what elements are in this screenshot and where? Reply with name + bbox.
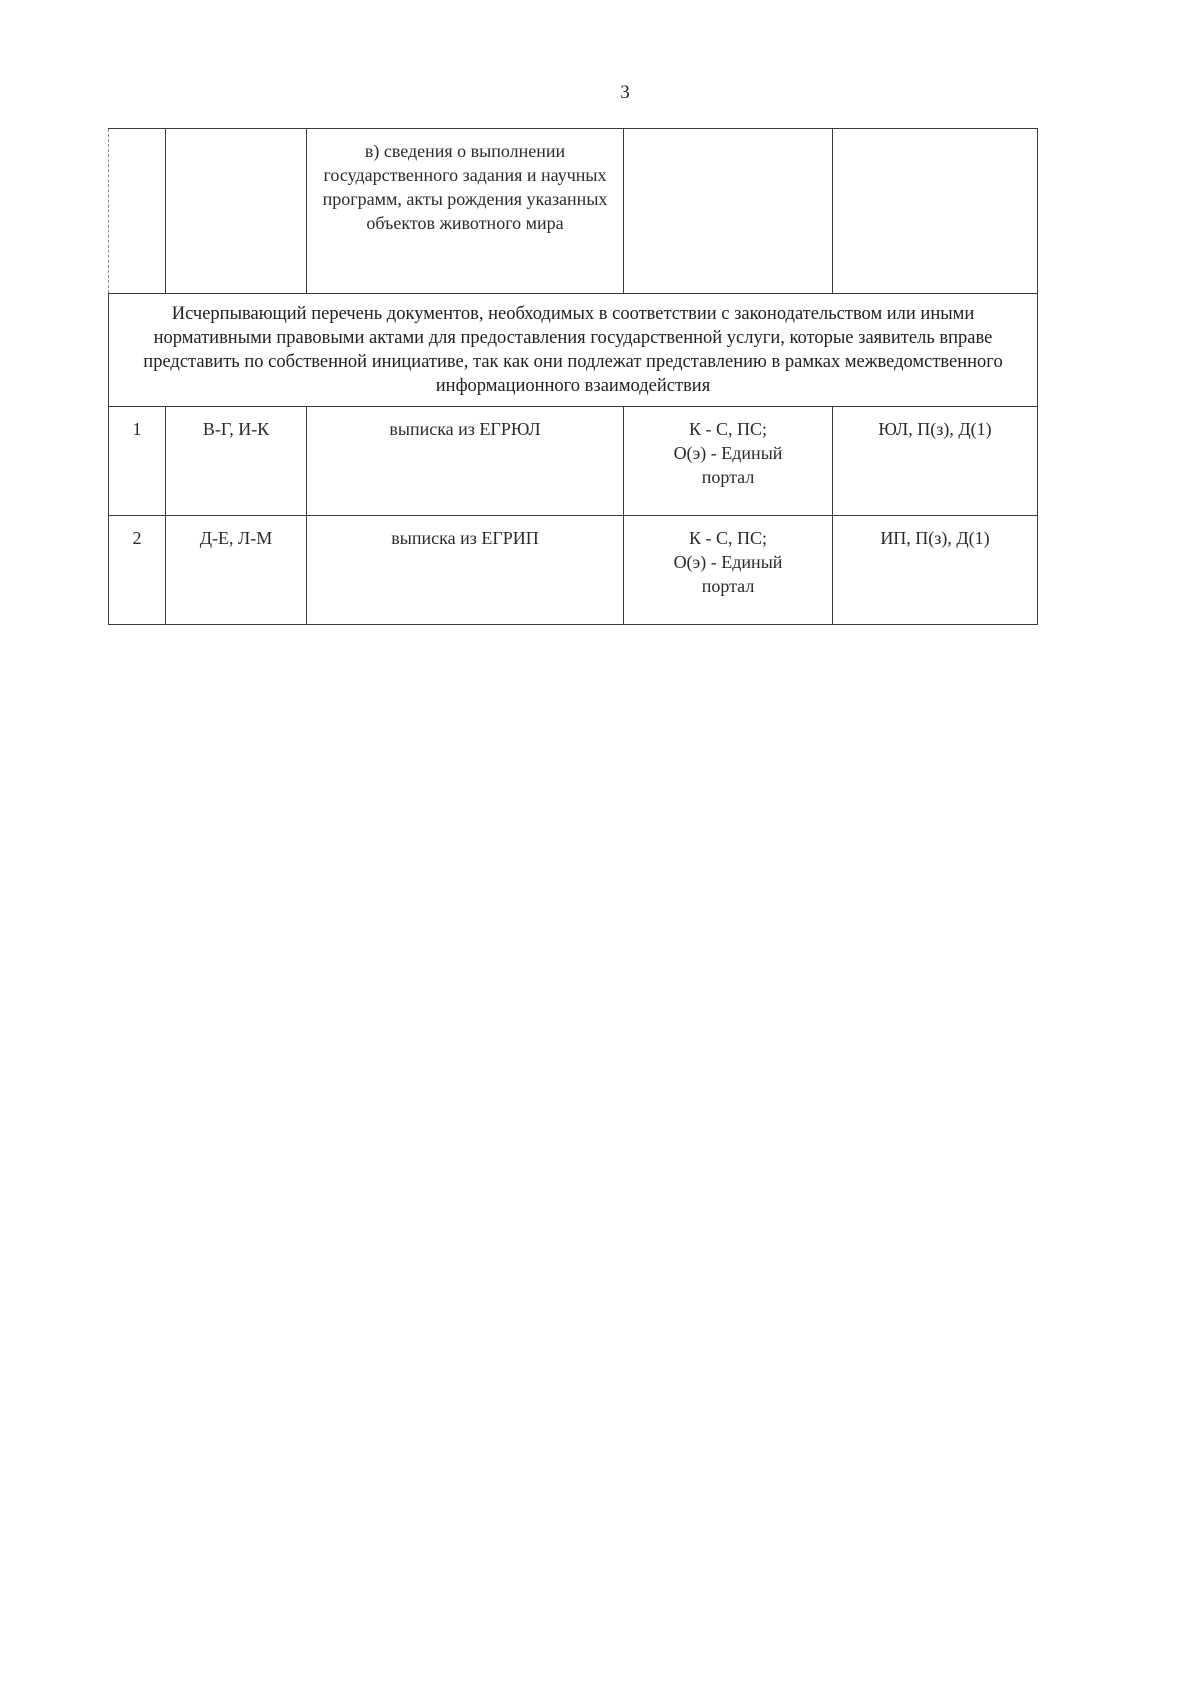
table-row-continued <box>109 129 1038 294</box>
cell-method <box>624 516 833 625</box>
method-line: К - С, ПС; <box>688 528 767 548</box>
method-line: портал <box>701 467 755 487</box>
method-line: К - С, ПС; <box>688 419 767 439</box>
cell-document: выписка из ЕГРИП <box>307 516 624 625</box>
cell-recipient: ИП, П(з), Д(1) <box>833 516 1038 625</box>
cell-document: выписка из ЕГРЮЛ <box>307 407 624 516</box>
cell-letters: Д-Е, Л-М <box>166 516 307 625</box>
table-row <box>109 516 1038 625</box>
cell-recipient-empty <box>833 129 1038 294</box>
cell-number: 2 <box>109 516 166 625</box>
cell-method <box>624 407 833 516</box>
method-line: портал <box>701 576 755 596</box>
table-row <box>109 407 1038 516</box>
method-line: О(э) - Единый <box>673 552 783 572</box>
section-heading: Исчерпывающий перечень документов, необходимых в соответствии с законодательством или иными нормативными правовыми актами для предоставления государственной услуги, которые заявитель вправе представить по собственной инициативе, так как они подлежат представлению в рамках межведомственного информационного взаимодействия <box>109 294 1038 407</box>
services-table <box>108 128 1038 625</box>
cell-letters-empty <box>166 129 307 294</box>
method-line: О(э) - Единый <box>673 443 783 463</box>
page-number: 3 <box>620 82 630 103</box>
cell-method-empty <box>624 129 833 294</box>
section-heading-row <box>109 294 1038 407</box>
cell-number-empty <box>109 129 166 294</box>
cell-number: 1 <box>109 407 166 516</box>
cell-document: в) сведения о выполнении государственного задания и научных программ, акты рождения указанных объектов животного мира <box>307 129 624 294</box>
cell-recipient: ЮЛ, П(з), Д(1) <box>833 407 1038 516</box>
cell-letters: В-Г, И-К <box>166 407 307 516</box>
